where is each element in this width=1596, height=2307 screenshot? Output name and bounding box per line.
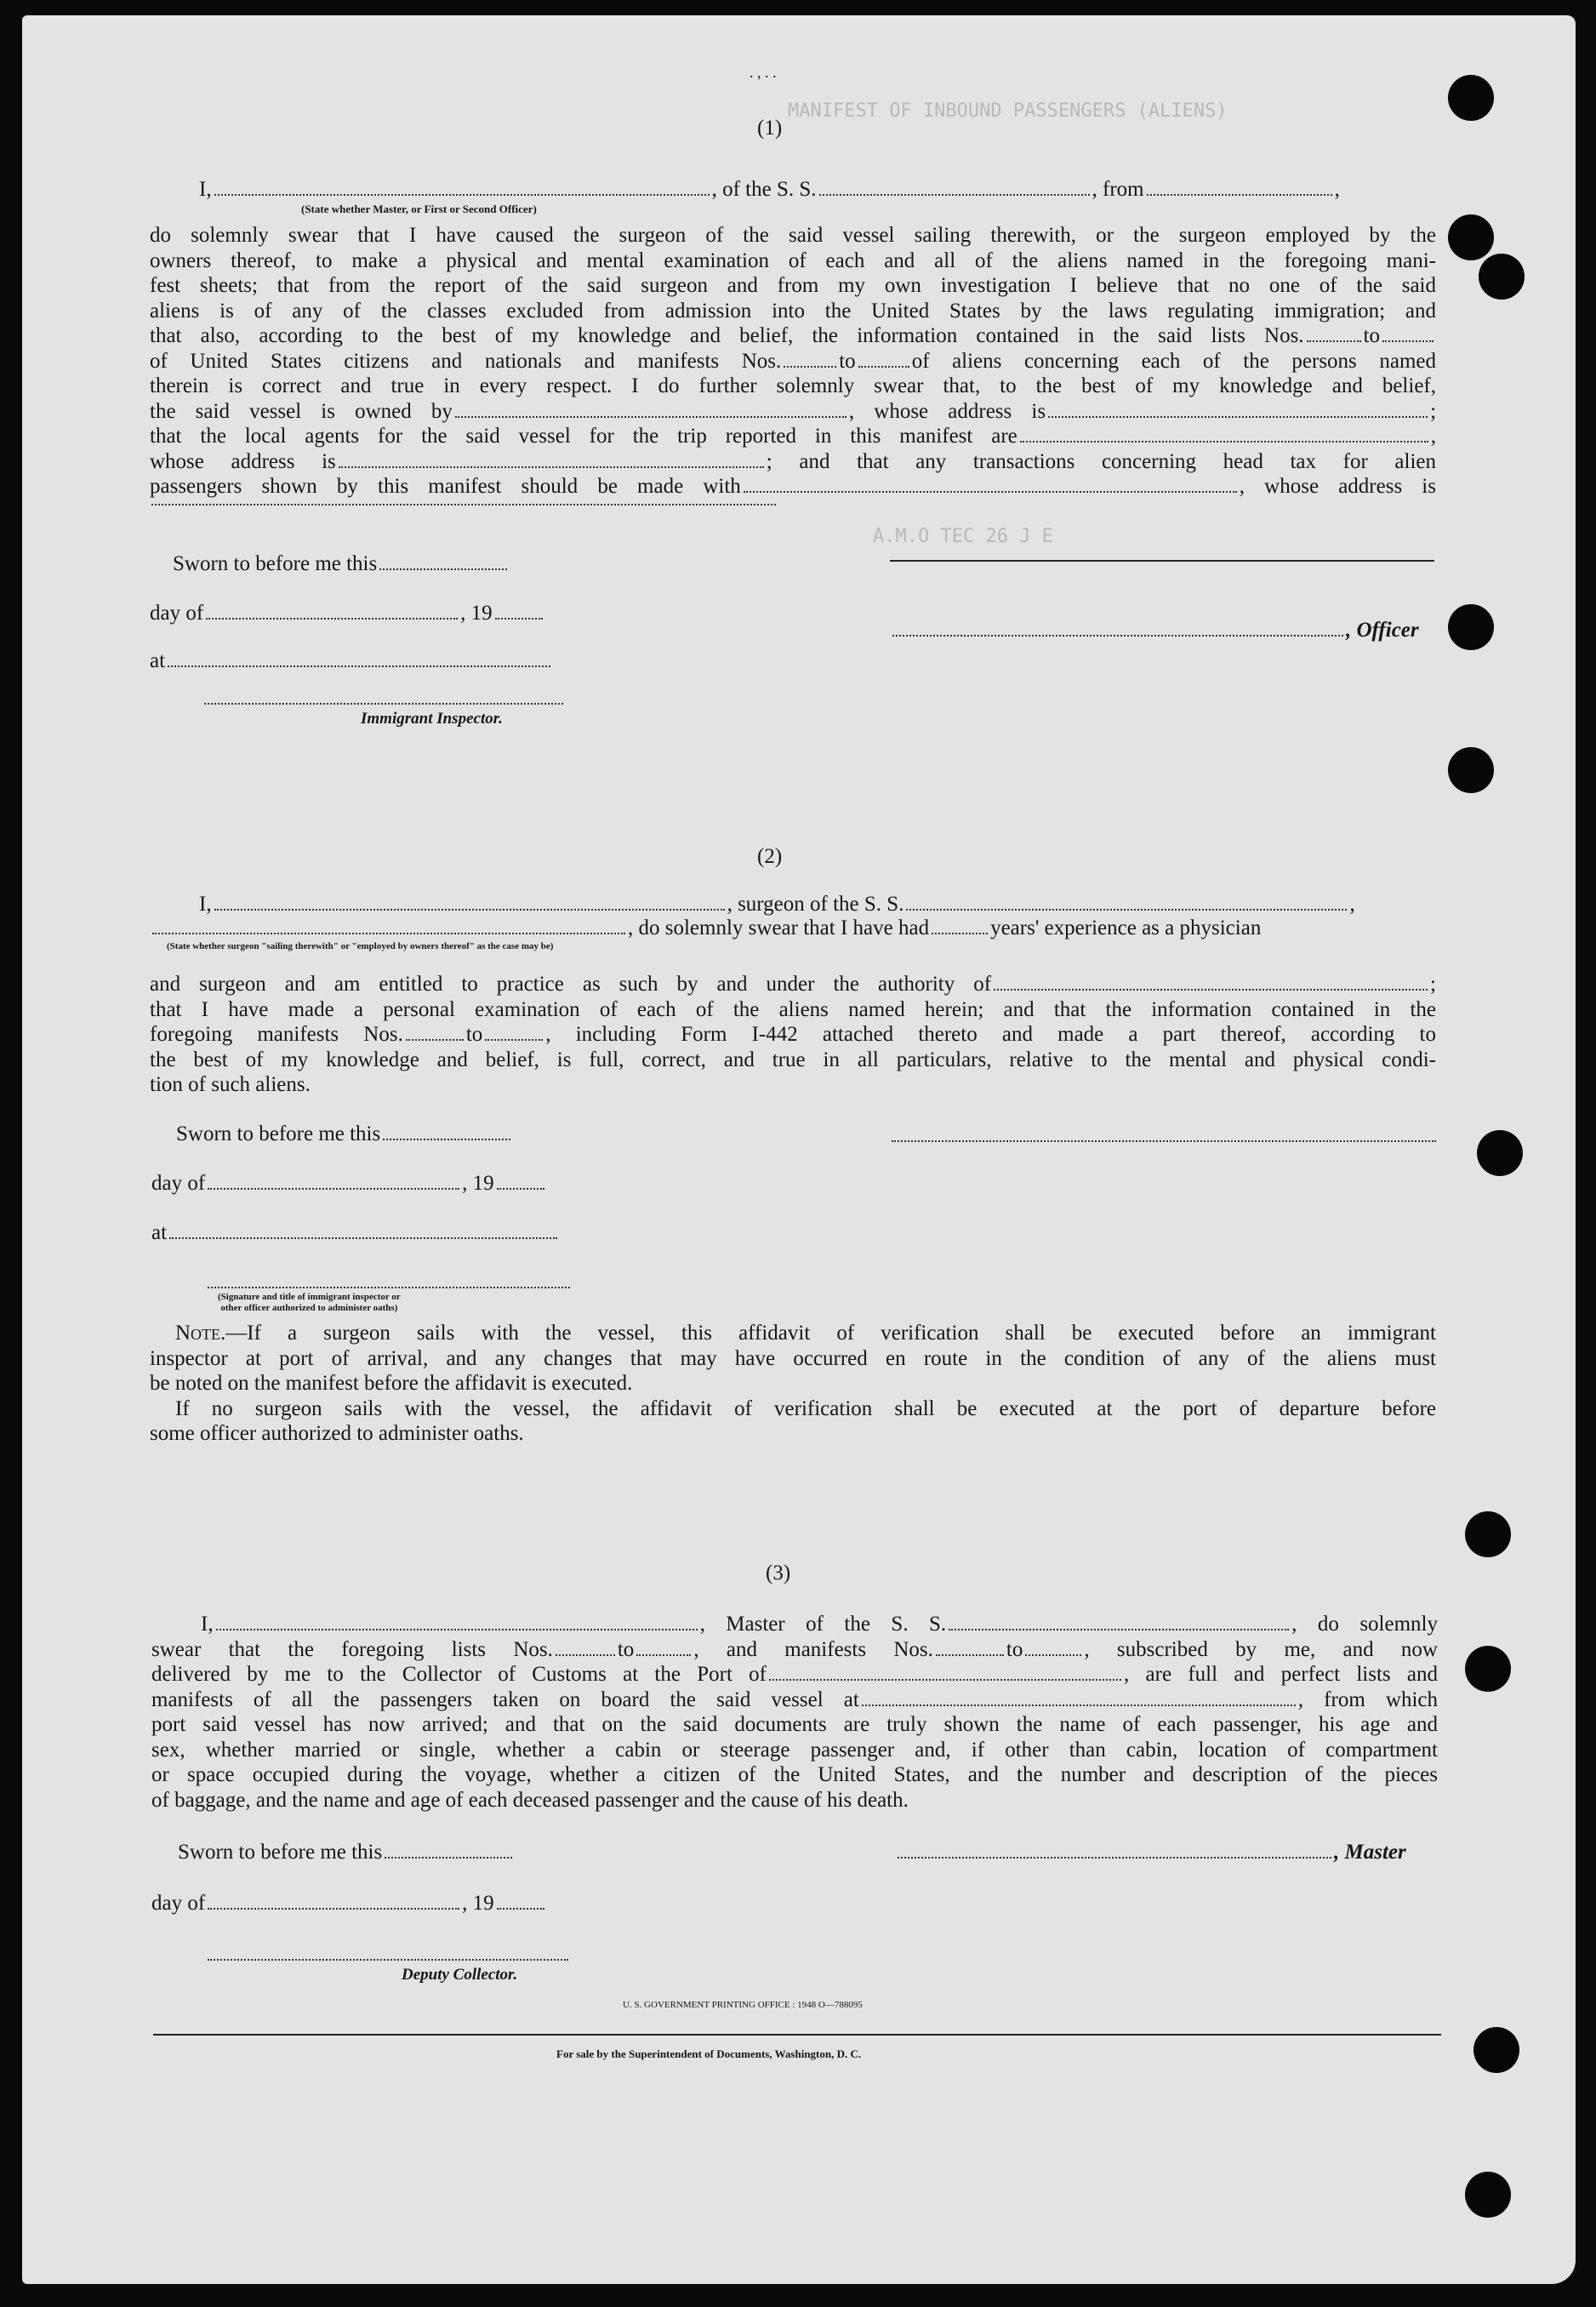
years-experience-field[interactable]	[932, 932, 988, 934]
sworn-date-field[interactable]	[379, 568, 507, 570]
s2-signature-caption: (Signature and title of immigrant inspector or other officer authorized to administer oaths)	[218, 1292, 401, 1313]
s3-year-field[interactable]	[497, 1907, 544, 1910]
surgeon-signature-field[interactable]	[892, 1140, 1436, 1142]
master-signature-field[interactable]	[898, 1856, 1331, 1859]
s2-note: Note.—If a surgeon sails with the vessel, this affidavit of verification shall be executed before an immigrant inspector at port of arrival, and any changes that may have occurred en route in the condition of any of the aliens must be noted on the manifest before the affidavit is executed. If no surgeon sails with the vessel, the affidavit of verification shall be executed at the port of departure before some officer authorized to administer oaths.	[150, 1322, 1436, 1445]
bleed-through: A.M.O TEC 26 J E	[873, 526, 1053, 547]
s2-at-place-field[interactable]	[169, 1236, 557, 1239]
printing-office-imprint: U. S. GOVERNMENT PRINTING OFFICE : 1948 O—788095	[623, 2000, 863, 2010]
s2-manifests-from-field[interactable]	[406, 1038, 464, 1041]
s3-lists-from-field[interactable]	[556, 1653, 615, 1656]
s1-paragraph: do solemnly swear that I have caused the surgeon of the said vessel sailing therewith, or the surgeon employed by the owners thereof, to make a physical and mental examination of each and all of the aliens named in the foregoing mani- fest sheets; that from the report of the said surgeon and from my own investigation I believe that no one of the said aliens is of any of the classes excluded from admission into the United States by the laws regulating immigration; and that also, according to the best of my knowledge and belief, the information contained in the said lists Nos. to of United States citizens and nationals and manifests Nos. to of aliens concerning each of the persons named therein is correct and true in every respect. I do further solemnly swear that, to the best of my knowledge and belief, the said vessel is owned by , whose address is ; that the local agents for the said vessel for the trip reported in this manifest are , whose address is ; and that any transactions concerning head tax for alien passengers shown by this manifest should be made with , whose address is	[150, 224, 1437, 498]
s2-sworn-date-field[interactable]	[383, 1138, 510, 1140]
binder-hole	[1479, 254, 1525, 300]
master-name-field[interactable]	[214, 193, 710, 196]
binder-hole	[1448, 75, 1494, 121]
at-place-field[interactable]	[168, 665, 550, 667]
s1-officer-caption: (State whether Master, or First or Second Officer)	[301, 203, 537, 215]
s1-at-line: at	[150, 648, 553, 674]
s2-paragraph: and surgeon and am entitled to practice as such by and under the authority of ; that I have made a personal examination of each of the aliens named herein; and that the information contained in the foregoing manifests Nos. to , including Form I-442 attached thereto and made a part thereof, according to the best of my knowledge and belief, is full, correct, and true in all particulars, relative to the mental and physical condi- tion of such aliens.	[150, 973, 1437, 1096]
s2-at-line: at	[151, 1220, 560, 1246]
s1-day-line: day of , 19	[150, 601, 545, 626]
owner-address-field[interactable]	[1048, 415, 1428, 418]
from-port-field[interactable]	[1147, 193, 1332, 196]
port-of-embarkation-field[interactable]	[862, 1704, 1296, 1706]
s2-manifests-to-field[interactable]	[485, 1038, 543, 1041]
binder-hole	[1465, 1511, 1511, 1557]
s3-master-name-field[interactable]	[216, 1628, 698, 1630]
s1-sworn-line: Sworn to before me this	[173, 551, 510, 577]
binder-hole	[1448, 604, 1494, 650]
lists-from-field[interactable]	[1307, 340, 1361, 342]
immigrant-inspector-caption: Immigrant Inspector.	[361, 710, 503, 728]
deputy-collector-caption: Deputy Collector.	[402, 1966, 518, 1984]
head-tax-address-field[interactable]	[151, 504, 776, 505]
owner-field[interactable]	[455, 415, 846, 418]
footer-rule	[153, 2034, 1441, 2036]
header-marks: . , . .	[750, 64, 777, 81]
s3-manifests-to-field[interactable]	[1025, 1653, 1081, 1656]
immigrant-inspector-signature-field[interactable]	[204, 703, 563, 705]
officer-title-field[interactable]	[892, 634, 1343, 637]
s3-lists-to-field[interactable]	[636, 1653, 691, 1656]
s2-line2: , do solemnly swear that I have had years' experience as a physician	[150, 916, 1261, 941]
binder-hole	[1477, 1130, 1523, 1176]
s2-sworn-line: Sworn to before me this	[176, 1122, 513, 1147]
form-page	[22, 15, 1576, 2284]
s3-paragraph: I, , Master of the S. S. , do solemnly swear that the foregoing lists Nos. to , and manifests Nos. to , subscribed by me, and now delivered by me to the Collector of Customs at the Port of , are full and perfect lists and manifests of all the passengers taken on board the said vessel at , from which port said vessel has now arrived; and that on the said documents are truly shown the name of each passenger, his age and sex, whether married or single, whether a cabin or steerage passenger and, if other than cabin, location of compartment or space occupied during the voyage, whether a citizen of the United States, and the number and description of the pieces of baggage, and the name and age of each deceased passenger and the cause of his death.	[151, 1613, 1439, 1812]
deputy-collector-signature-field[interactable]	[208, 1959, 568, 1961]
binder-hole	[1473, 2027, 1519, 2073]
s2-vessel-name-field[interactable]	[906, 908, 1347, 911]
surgeon-status-field[interactable]	[152, 932, 625, 934]
practice-authority-field[interactable]	[994, 988, 1428, 991]
s3-vessel-name-field[interactable]	[949, 1628, 1289, 1630]
inspector-signature-field[interactable]	[208, 1287, 570, 1288]
bleed-through: MANIFEST OF INBOUND PASSENGERS (ALIENS)	[788, 100, 1228, 122]
s3-day-of-month-field[interactable]	[208, 1907, 459, 1910]
head-tax-contact-field[interactable]	[744, 490, 1237, 493]
manifests-to-field[interactable]	[858, 365, 909, 368]
binder-hole	[1465, 1646, 1511, 1692]
section-3-number: (3)	[766, 1562, 791, 1585]
s2-year-field[interactable]	[497, 1187, 544, 1190]
binder-hole	[1448, 747, 1494, 793]
s2-day-of-month-field[interactable]	[208, 1187, 459, 1190]
section-2-number: (2)	[757, 845, 783, 868]
s3-day-line: day of , 19	[151, 1891, 547, 1916]
s3-sworn-line: Sworn to before me this	[178, 1840, 515, 1865]
year-field[interactable]	[495, 617, 543, 620]
s2-day-line: day of , 19	[151, 1171, 547, 1196]
for-sale-notice: For sale by the Superintendent of Documents, Washington, D. C.	[556, 2047, 862, 2060]
s1-officer-line: , Officer	[890, 618, 1419, 643]
local-agents-field[interactable]	[1020, 440, 1428, 443]
s2-line1: I, , surgeon of the S. S. ,	[199, 893, 1355, 916]
vessel-name-field[interactable]	[819, 193, 1090, 196]
s2-surgeon-caption: (State whether surgeon "sailing therewith" or "employed by owners thereof" as the case may be)	[167, 941, 554, 951]
surgeon-name-field[interactable]	[214, 908, 725, 911]
s1-line1: I, , of the S. S. , from ,	[199, 178, 1340, 201]
section-1-number: (1)	[757, 117, 783, 140]
binder-hole	[1448, 214, 1494, 260]
s3-master-line: , Master	[895, 1840, 1406, 1865]
agents-address-field[interactable]	[339, 465, 764, 468]
lists-to-field[interactable]	[1382, 340, 1434, 342]
s3-manifests-from-field[interactable]	[936, 1653, 1004, 1656]
s3-sworn-date-field[interactable]	[385, 1856, 512, 1859]
port-of-field[interactable]	[769, 1678, 1121, 1681]
officer-signature-field[interactable]	[890, 560, 1434, 562]
day-of-month-field[interactable]	[206, 617, 458, 620]
manifests-from-field[interactable]	[784, 365, 836, 368]
binder-hole	[1465, 2172, 1511, 2218]
